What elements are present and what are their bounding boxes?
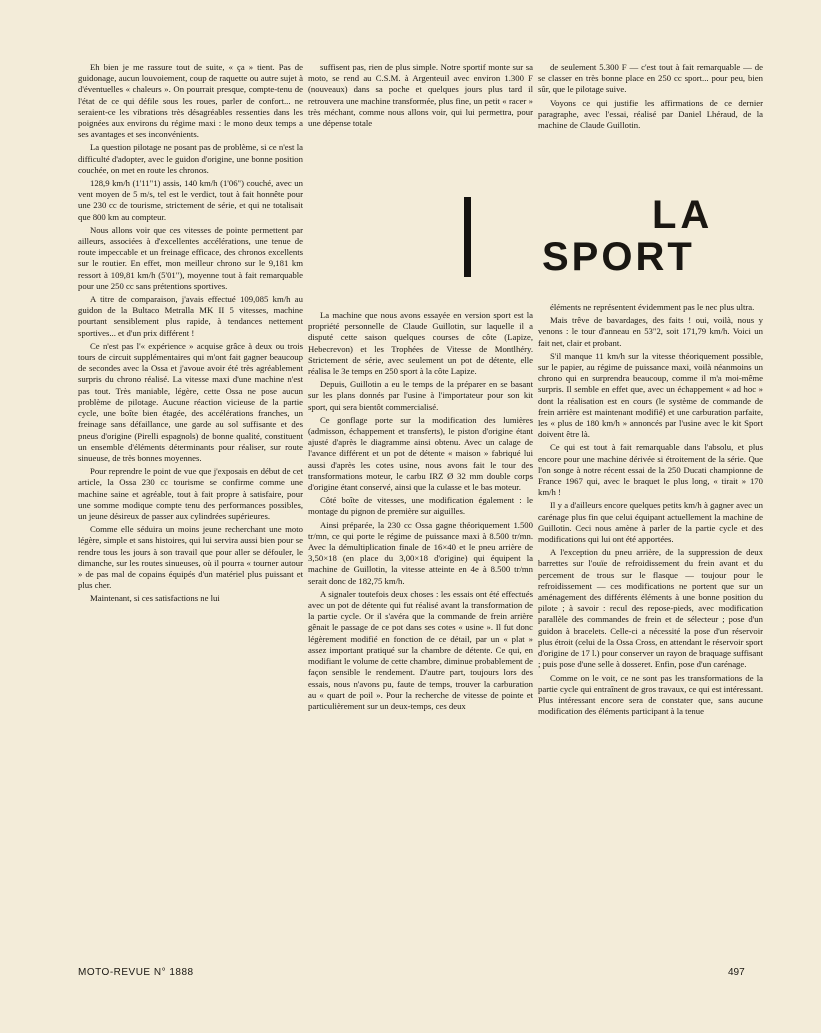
column-1 bbox=[78, 62, 303, 607]
paragraph: Depuis, Guillotin a eu le temps de la préparer en se basant sur les plans donnés par l'usine à l'importateur pour son kit sport, qui sera bientôt commercialisé. bbox=[308, 379, 533, 412]
paragraph: éléments ne représentent évidemment pas le nec plus ultra. bbox=[550, 302, 755, 312]
paragraph: Voyons ce qui justifie les affirmations de ce dernier paragraphe, avec l'essai, réalisé par Daniel Lhéraud, de la machine de Claude Guillotin. bbox=[538, 97, 763, 131]
paragraph: La question pilotage ne posant pas de problème, si ce n'est la difficulté d'adopter, avec le guidon d'origine, une bonne position couchée, on met en route les chronos. bbox=[78, 142, 303, 175]
article-headline bbox=[462, 195, 762, 285]
paragraph: Comme elle séduira un moins jeune recherchant une moto légère, simple et sans histoires, qui lui servira aussi bien pour se rendre tous les jours à son travail que pour aller se défouler, le dimanche, sur les routes sinueuses, où il pourra « tourner autour » de pas mal de copains équipés d'un matériel plus puissant et plus cher. bbox=[78, 524, 303, 591]
paragraph: Côté boîte de vitesses, une modification également : le montage du pignon de première sur aiguilles. bbox=[308, 495, 533, 517]
paragraph: Nous allons voir que ces vitesses de pointe permettent par ailleurs, associées à d'excellentes accélérations, une tenue de route impeccable et un freinage efficace, des chronos excellents sur le routier. En effet, mon meilleur chrono sur le 9,181 km ressort à 109,81 km/h (5'01"), moyenne tout à fait remarquable pour une 250 cc sans prétentions sportives. bbox=[78, 224, 303, 291]
column-3 bbox=[538, 62, 763, 717]
magazine-footer: MOTO-REVUE N° 1888 bbox=[78, 967, 194, 978]
headline-bar bbox=[464, 197, 471, 277]
paragraph: A l'exception du pneu arrière, de la suppression de deux barrettes sur l'ouïe de refroidissement du frein avant et du percement de trous sur le flasque — toujour pour le refroidissement — ces modifications ne portent que sur un aménagement des différents éléments à une bonne position du pilote ; à savoir : recul des repose-pieds, avec modification parallèle des commandes de frein et de sélecteur ; pose d'un guidon à bracelets. Celle-ci a nécessité la pose d'un réservoir plus étroit (celui de la Ossa Cross, en attendant le réservoir sport d'origine de 17 l.) pour conserver un rayon de braquage suffisant ; puis pose d'une selle à dosseret. Enfin, pose d'un carénage. bbox=[538, 547, 763, 670]
headline-word-la: LA bbox=[652, 193, 714, 237]
paragraph: Eh bien je me rassure tout de suite, « ça » tient. Pas de guidonage, aucun louvoiement, coup de raquette ou autre sujet à d'éventuelles « chaleurs ». On pourrait presque, compte-tenu de l'état de ce qui défile sous les roues, parler de confort... ne seraient-ce les vibrations très désagréables ressenties dans les poignées aux environs du régime maxi : le mono deux temps a ses avantages et ses inconvénients. bbox=[78, 62, 303, 140]
paragraph: A signaler toutefois deux choses : les essais ont été effectués avec un pot de détente qui fut réalisé avant la transformation de la partie cycle. Or il s'avéra que la commande de frein arrière gênait le passage de ce pot dans ses cotes « usine ». Il fut donc légèrement modifié en fonction de ce détail, par un « plat » assez important pratiqué sur la chambre de détente. Ce qui, en modifiant le volume de cette chambre, diminue probablement de façon sensible le rendement. D'autre part, toujours lors des essais, nous n'avons pu, faute de temps, trouver la carburation au « quart de poil ». Pour la recherche de vitesse de pointe et particulièrement sur un deux-temps, ces deux bbox=[308, 588, 533, 711]
page-number: 497 bbox=[728, 967, 745, 978]
paragraph: Pour reprendre le point de vue que j'exposais en début de cet article, la Ossa 230 cc tourisme se confirme comme une machine saine et agréable, tout à fait propre à satisfaire, pour une somme modique compte tenu des performances possibles, un jeune désireux de passer aux cylindrées supérieures. bbox=[78, 466, 303, 521]
headline-word-sport: SPORT bbox=[542, 235, 695, 279]
paragraph: Ce n'est pas l'« expérience » acquise grâce à deux ou trois tours de circuit supplémentaires qui m'ont fait gagner beaucoup de secondes avec la Ossa et j'avoue avoir été très agréablement surpris du chrono réalisé. La vitesse maxi d'une machine n'est pas tout. Très maniable, légère, cette Ossa ne pose aucun problème de pilotage. Aucune réaction vicieuse de la partie cycle, une boîte bien étagée, des accélérations franches, un freinage sans défaillance, une garde au sol suffisante et des pneus d'origine (Pirelli espagnols) de bonne qualité, constituent un ensemble d'éléments déterminants pour réaliser, sur route sinueuse, de très bonnes moyennes. bbox=[78, 340, 303, 463]
paragraph: Ce qui est tout à fait remarquable dans l'absolu, et plus encore pour une machine dérivée si étroitement de la série. Que l'on songe à notre récent essai de la 250 Ducati championne de France 1967 qui, avec le braquet le plus long, « tirait » 170 km/h ! bbox=[538, 442, 763, 498]
paragraph: suffisent pas, rien de plus simple. Notre sportif monte sur sa moto, se rend au C.S.M. à Argenteuil avec environ 1.300 F (nouveaux) dans sa poche et quelques jours plus tard il retrouvera une machine transformée, plus fine, un petit « racer » très méchant, comme nous allons voir, qui lui permettra, pour une dépense totale bbox=[308, 62, 533, 129]
column-3-bottom bbox=[538, 302, 763, 719]
paragraph: Ainsi préparée, la 230 cc Ossa gagne théoriquement 1.500 tr/mn, ce qui porte le régime de puissance maxi à 8.500 tr/mn. Avec la démultiplication finale de 16×40 et le pneu arrière de 3,50×18 (en place du 3,00×18 d'origine) qui équipent la machine de Guillotin, la vitesse atteinte en 4e à 8.500 tr/mn serait donc de 182,75 km/h. bbox=[308, 519, 533, 586]
column-2 bbox=[308, 62, 533, 711]
column-2-bottom bbox=[308, 310, 533, 714]
paragraph: Comme on le voit, ce ne sont pas les transformations de la partie cycle qui entraînent de gros travaux, ce qui est intéressant. Plus intéressant encore sera de constater que, sans aucune modification des éléments participant à la tenue bbox=[538, 672, 763, 717]
paragraph: A titre de comparaison, j'avais effectué 109,085 km/h au guidon de la Bultaco Metralla MK II 5 vitesses, machine pourtant sensiblement plus rapide, à tendances nettement sportives... et d'un prix différent ! bbox=[78, 294, 303, 338]
paragraph: Maintenant, si ces satisfactions ne lui bbox=[90, 593, 220, 604]
paragraph: Ce gonflage porte sur la modification des lumières (admisson, échappement et transferts), le piston d'origine étant ajusté d'après le diagramme ainsi obtenu. Avec un calage de l'avance différent et un pot de détente « maison » fabriqué lui aussi d'après les cotes usine, nous avons fait le tour des transformations moteur, le carbu IRZ Ø 32 mm double corps d'origine étant conservé, ainsi que la culasse et le bas moteur. bbox=[308, 414, 533, 493]
column-3-top bbox=[538, 62, 763, 131]
paragraph: Mais trêve de bavardages, des faits ! oui, voilà, nous y venons : le tour d'anneau en 53"2, soit 171,79 km/h. Voici un fait net, clair et probant. bbox=[538, 315, 763, 348]
paragraph: de seulement 5.300 F — c'est tout à fait remarquable — de se classer en très bonne place en 250 cc sport... pour peu, bien sûr, que le pilotage suive. bbox=[538, 62, 763, 95]
paragraph: 128,9 km/h (1'11"1) assis, 140 km/h (1'06") couché, avec un vent moyen de 5 m/s, tel est le verdict, tout à fait honnête pour une 230 cc de tourisme, strictement de série, et qui ne totalisait que 800 km au compteur. bbox=[78, 178, 303, 222]
paragraph: La machine que nous avons essayée en version sport est la propriété personnelle de Claude Guillotin, sur laquelle il a disputé cette saison quelques courses de côte (Lapize, Hebecrevon) et les Trophées de Vitesse de Montlhéry. Strictement de série, avec seulement un pot de détente, elle réalisa le 3e temps en 250 sport à la côte Lapize. bbox=[308, 310, 533, 377]
paragraph: Il y a d'ailleurs encore quelques petits km/h à gagner avec un carénage plus fin que celui équipant actuellement la machine de Guillotin. Ceci nous amène à parler de la partie cycle et des modifications qui lui ont été apportées. bbox=[538, 500, 763, 545]
column-2-top bbox=[308, 62, 533, 129]
paragraph: S'il manque 11 km/h sur la vitesse théoriquement possible, sur le papier, au régime de puissance maxi, voilà néanmoins un chrono qui en surprendra beaucoup, comme il m'a moi-même surpris. Il semble en effet que, avec un échappement « ad hoc » dont la réalisation est en cours (le système de commande de frein arrière est maintenant modifié) et une carburation parfaite, les « plus de 180 km/h » annoncés par l'usine avec le kit Sport doivent être là. bbox=[538, 350, 763, 440]
